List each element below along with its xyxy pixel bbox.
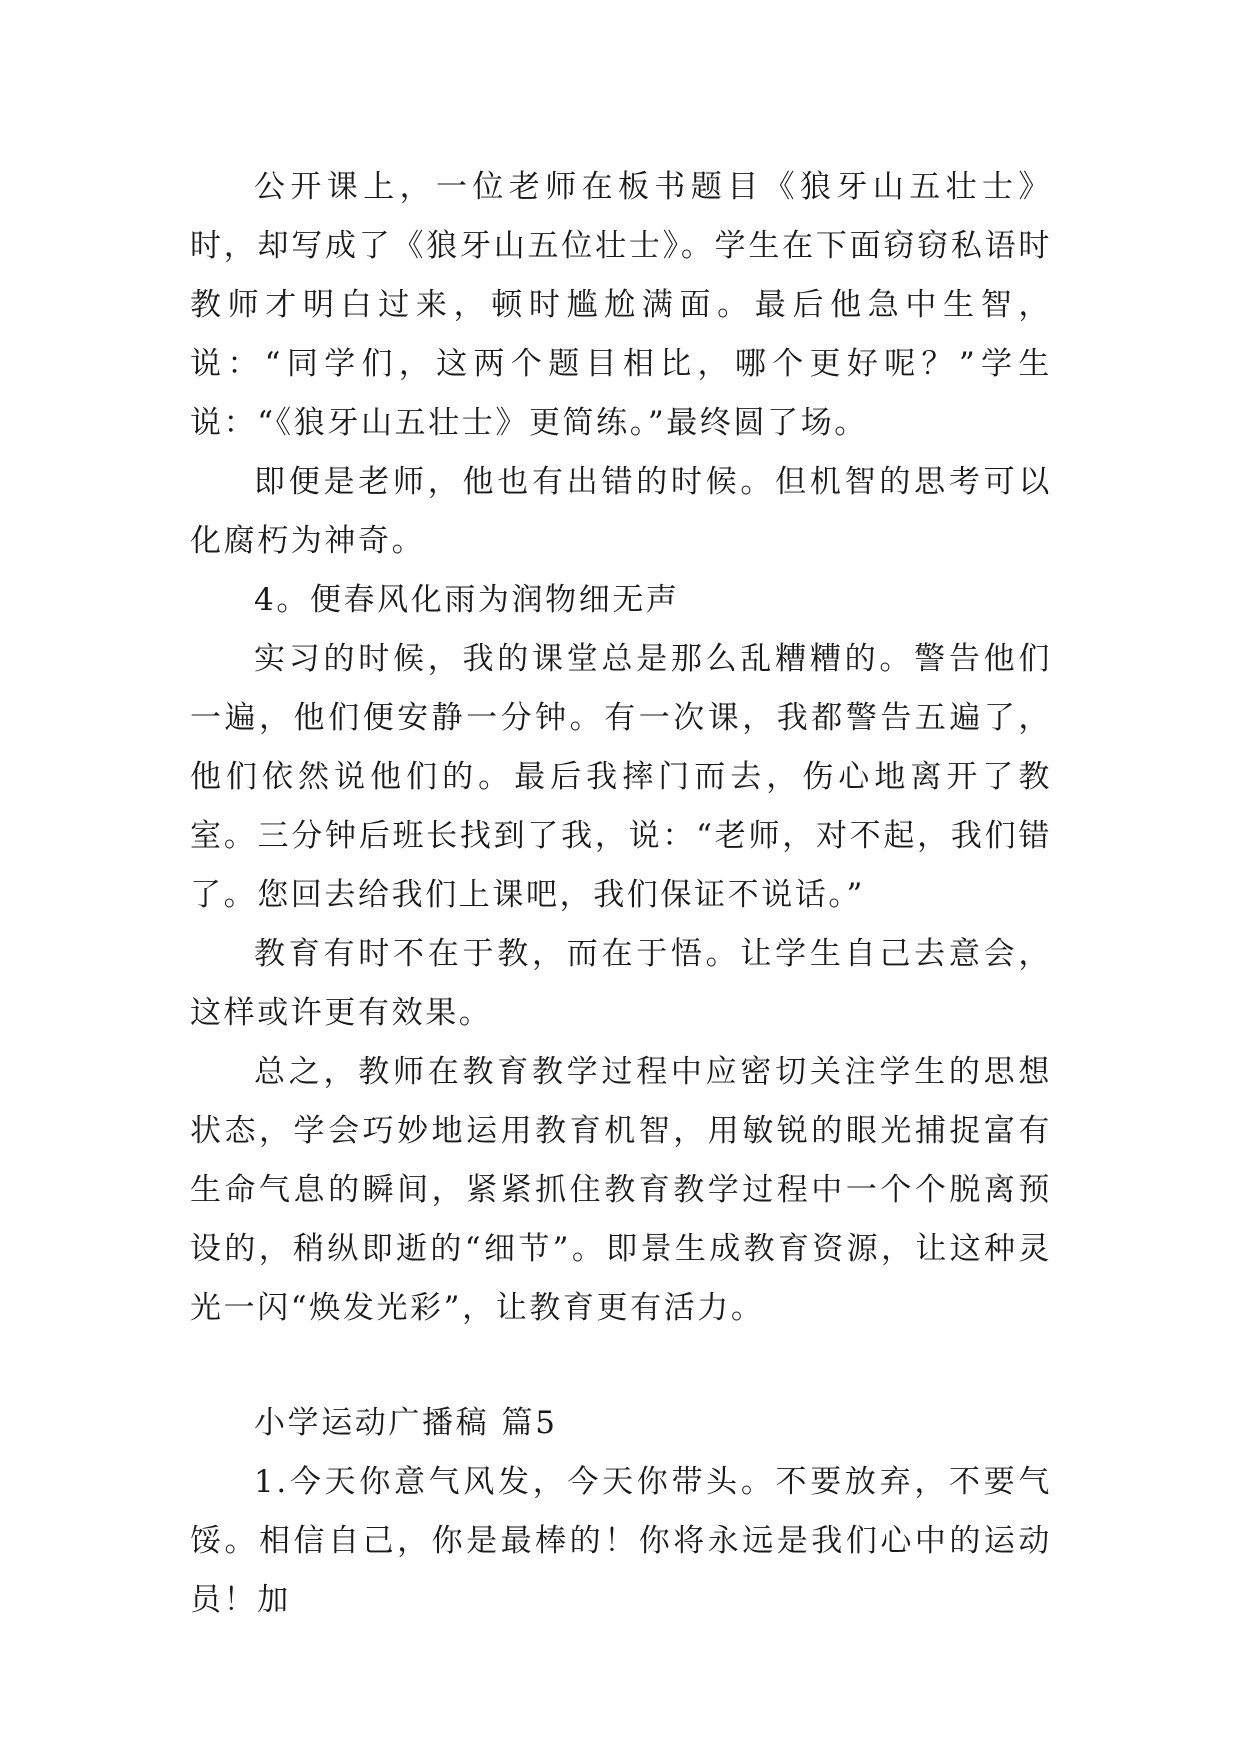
paragraph-teacher-mistake-reflection: 即便是老师，他也有出错的时候。但机智的思考可以化腐朽为神奇。 xyxy=(190,464,1052,559)
document-body xyxy=(190,158,1052,1630)
paragraph-conclusion: 总之，教师在教育教学过程中应密切关注学生的思想状态，学会巧妙地运用教育机智，用敏锐的眼光捕捉富有生命气息的瞬间，紧紧抓住教育教学过程中一个个脱离预设的，稍纵即逝的“细节”。即景生成教育资源，让这种灵光一闪“焕发光彩”，让教育更有活力。 xyxy=(190,1054,1052,1326)
paragraph-internship-story: 实习的时候，我的课堂总是那么乱糟糟的。警告他们一遍，他们便安静一分钟。有一次课，我都警告五遍了，他们依然说他们的。最后我摔门而去，伤心地离开了教室。三分钟后班长找到了我，说：“老师，对不起，我们错了。您回去给我们上课吧，我们保证不说话。” xyxy=(190,641,1052,913)
section-spacer xyxy=(190,1338,1052,1394)
section-heading: 小学运动广播稿 篇5 xyxy=(254,1405,558,1441)
paragraph-open-class-story: 公开课上，一位老师在板书题目《狼牙山五壮士》时，却写成了《狼牙山五位壮士》。学生在下面窃窃私语时教师才明白过来，顿时尴尬满面。最后他急中生智，说：“同学们，这两个题目相比，哪个更好呢？”学生说：“《狼牙山五壮士》更简练。”最终圆了场。 xyxy=(190,169,1052,441)
paragraph-education-insight: 教育有时不在于教，而在于悟。让学生自己去意会，这样或许更有效果。 xyxy=(190,936,1052,1031)
paragraph-broadcast-item-1: 1.今天你意气风发，今天你带头。不要放弃，不要气馁。相信自己，你是最棒的！你将永远是我们心中的运动员！加 xyxy=(190,1464,1052,1618)
subheading-item-4: 4。便春风化雨为润物细无声 xyxy=(254,582,680,618)
